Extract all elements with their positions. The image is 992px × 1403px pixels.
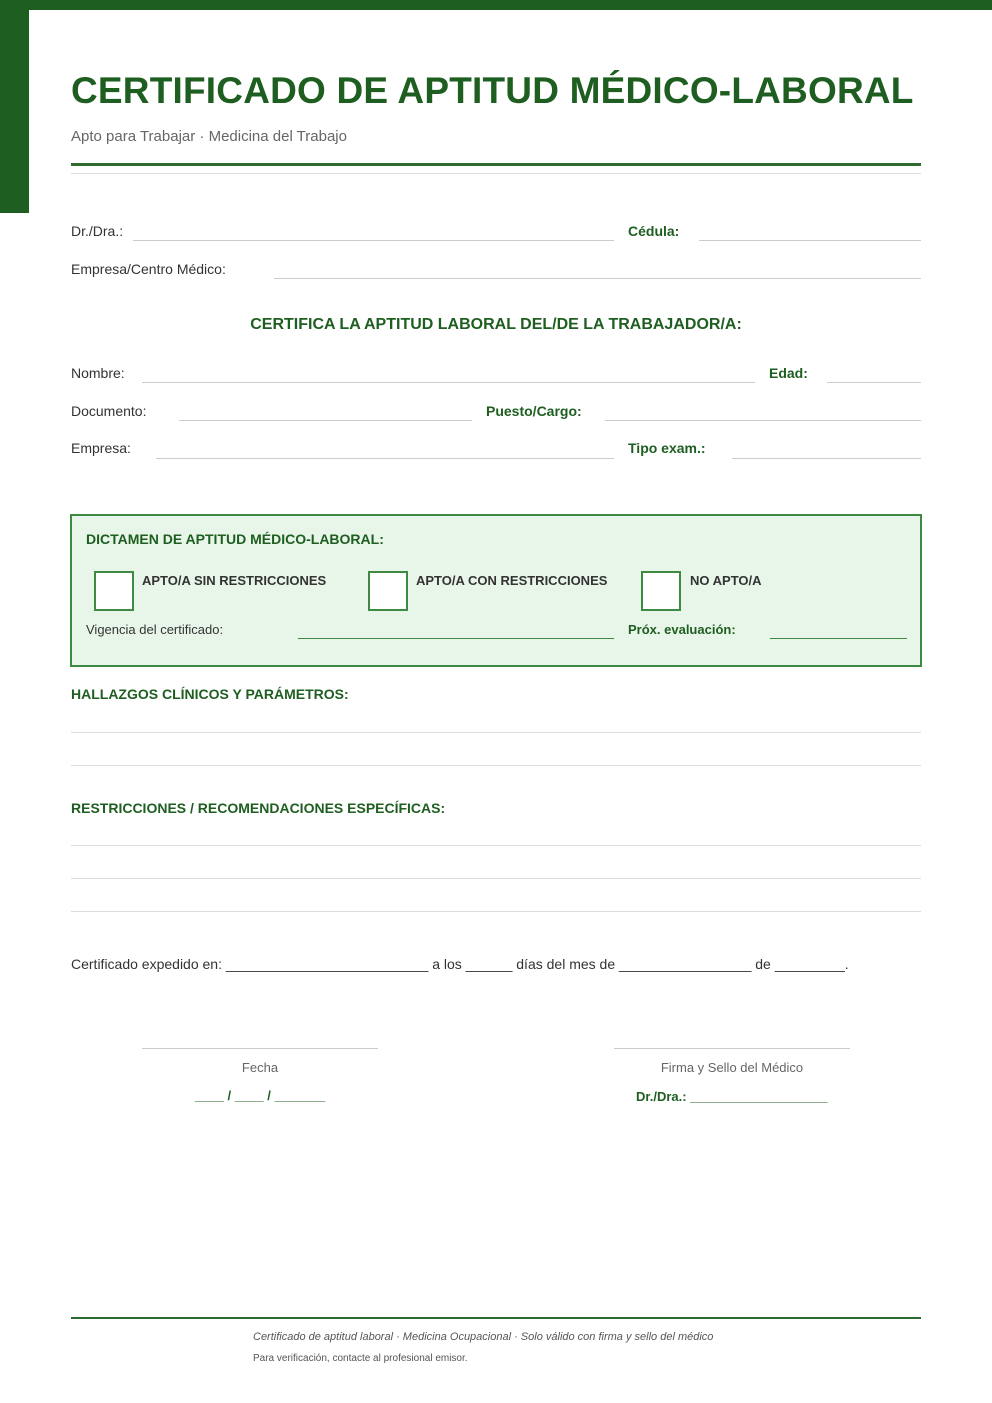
date-blank[interactable]: ____ / ____ / _______	[194, 1088, 326, 1103]
clinical-findings-title: HALLAZGOS CLÍNICOS Y PARÁMETROS:	[71, 686, 349, 702]
worker-section-title: CERTIFICA LA APTITUD LABORAL DEL/DE LA TRABAJADOR/A:	[250, 316, 742, 333]
worker-name-field[interactable]	[142, 382, 755, 383]
issuance-statement: Certificado expedido en: __________________________ a los ______ días del mes de _________________ de _________.	[71, 956, 849, 972]
side-accent-bar	[0, 0, 29, 213]
option-fit-with-restrictions-label: APTO/A CON RESTRICCIONES	[416, 573, 608, 588]
medical-center-label: Empresa/Centro Médico:	[71, 261, 226, 277]
cedula-field[interactable]	[699, 240, 921, 241]
age-label: Edad:	[769, 365, 808, 381]
restrictions-title: RESTRICCIONES / RECOMENDACIONES ESPECÍFICAS:	[71, 800, 446, 816]
header-divider-thin	[71, 173, 921, 174]
option-fit-no-restrictions-label: APTO/A SIN RESTRICCIONES	[142, 573, 327, 588]
checkbox-fit-with-restrictions[interactable]	[368, 571, 408, 611]
age-field[interactable]	[827, 382, 921, 383]
checkbox-not-fit[interactable]	[641, 571, 681, 611]
document-title: CERTIFICADO DE APTITUD MÉDICO-LABORAL	[71, 70, 914, 111]
document-subtitle: Apto para Trabajar · Medicina del Trabajo	[71, 128, 347, 145]
top-accent-bar	[0, 0, 992, 10]
doctor-name-field[interactable]	[133, 240, 614, 241]
verdict-title: DICTAMEN DE APTITUD MÉDICO-LABORAL:	[86, 531, 384, 547]
footer-verification-note: Para verificación, contacte al profesional emisor.	[253, 1353, 468, 1364]
company-field[interactable]	[156, 458, 614, 459]
medical-center-field[interactable]	[274, 278, 921, 279]
exam-type-field[interactable]	[732, 458, 921, 459]
footer-divider	[71, 1317, 921, 1319]
date-signature-line[interactable]	[142, 1048, 378, 1049]
checkbox-fit-no-restrictions[interactable]	[94, 571, 134, 611]
clinical-findings-line-1[interactable]	[71, 732, 921, 733]
validity-field[interactable]	[298, 638, 614, 639]
doctor-signature-line[interactable]	[614, 1048, 850, 1049]
date-caption: Fecha	[241, 1060, 279, 1075]
next-evaluation-field[interactable]	[770, 638, 907, 639]
document-label: Documento:	[71, 403, 147, 419]
fitness-verdict-box	[70, 514, 922, 667]
restrictions-line-2[interactable]	[71, 878, 921, 879]
cedula-label: Cédula:	[628, 223, 680, 239]
signature-doctor-name[interactable]: Dr./Dra.: ___________________	[636, 1089, 828, 1104]
position-label: Puesto/Cargo:	[486, 403, 582, 419]
company-label: Empresa:	[71, 440, 131, 456]
next-evaluation-label: Próx. evaluación:	[628, 622, 736, 637]
header-divider	[71, 163, 921, 166]
worker-name-label: Nombre:	[71, 365, 125, 381]
footer-disclaimer: Certificado de aptitud laboral · Medicina Ocupacional · Solo válido con firma y sello del médico	[253, 1331, 714, 1343]
doctor-name-label: Dr./Dra.:	[71, 223, 124, 239]
clinical-findings-line-2[interactable]	[71, 765, 921, 766]
document-field[interactable]	[179, 420, 472, 421]
signature-caption: Firma y Sello del Médico	[660, 1060, 804, 1075]
restrictions-line-3[interactable]	[71, 911, 921, 912]
position-field[interactable]	[605, 420, 921, 421]
validity-label: Vigencia del certificado:	[86, 622, 224, 637]
exam-type-label: Tipo exam.:	[628, 440, 706, 456]
restrictions-line-1[interactable]	[71, 845, 921, 846]
option-not-fit-label: NO APTO/A	[690, 573, 762, 588]
